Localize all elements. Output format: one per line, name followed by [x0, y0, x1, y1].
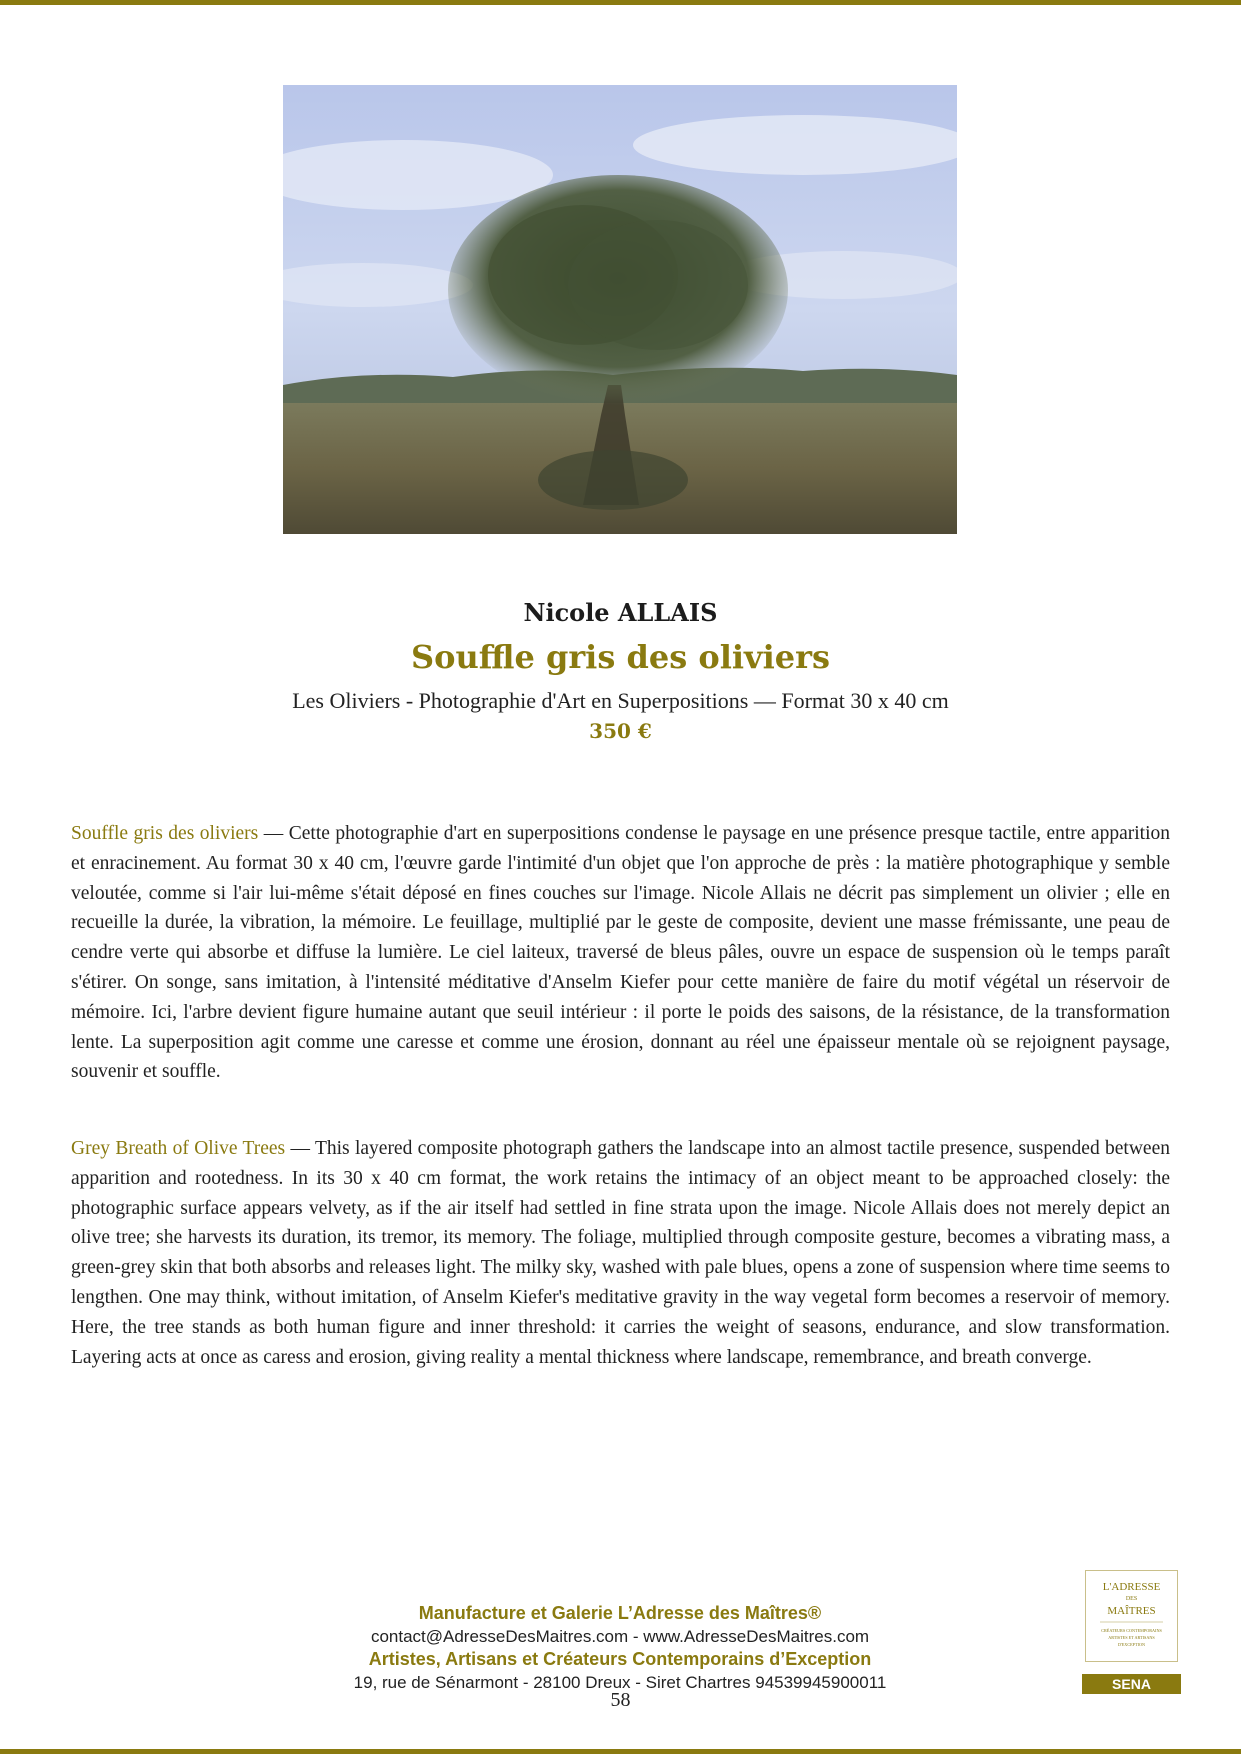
gallery-seal-logo	[1085, 1570, 1178, 1662]
seal-line-6: D'EXCEPTION	[1117, 1642, 1146, 1647]
artwork-price: 350 €	[589, 719, 652, 743]
description-english-lead: Grey Breath of Olive Trees	[71, 1138, 286, 1159]
artist-name: Nicole ALLAIS	[523, 598, 718, 627]
footer-address: 19, rue de Sénarmont - 28100 Dreux - Siret Chartres 94539945900011	[353, 1673, 887, 1692]
seal-line-1: L'ADRESSE	[1102, 1581, 1161, 1593]
seal-line-2: DES	[1125, 1596, 1138, 1602]
artwork-photograph	[283, 85, 957, 534]
page-number: 58	[610, 1689, 631, 1711]
seal-line-4: CRÉATEURS CONTEMPORAINS	[1101, 1628, 1162, 1633]
seal-line-5: ARTISTES ET ARTISANS	[1108, 1635, 1155, 1640]
description-french	[71, 819, 1170, 1087]
bottom-rule	[0, 1749, 1241, 1754]
seal-line-3: MAÎTRES	[1107, 1605, 1156, 1617]
footer-company: Manufacture et Galerie L’Adresse des Maîtres®	[418, 1603, 822, 1623]
artwork-subtitle: Les Oliviers - Photographie d'Art en Superpositions — Format 30 x 40 cm	[292, 688, 949, 713]
description-english	[71, 1134, 1170, 1372]
description-french-lead: Souffle gris des oliviers	[71, 823, 259, 844]
description-french-text: — Cette photographie d'art en superpositions condense le paysage en une présence presque tactile, entre apparition et enracinement. Au format 30 x 40 cm, l'œuvre garde l'intimité d'un objet que l'on approche de près : la matière photographique y semble veloutée, comme si l'air lui-même s'était déposé en fines couches sur l'image. Nicole Allais ne décrit pas simplement un olivier ; elle en recueille la durée, la vibration, la mémoire. Le feuillage, multiplié par le geste de composite, devient une masse frémissante, une peau de cendre verte qui absorbe et diffuse la lumière. Le ciel laiteux, traversé de bleus pâles, ouvre un espace de suspension où le temps paraît s'étirer. On songe, sans imitation, à l'intensité méditative d'Anselm Kiefer pour cette manière de faire du motif végétal un réservoir de mémoire. Ici, l'arbre devient figure humaine autant que seuil intérieur : il porte le poids des saisons, de la résistance, de la transformation lente. La superposition agit comme une caresse et comme une érosion, donnant au réel une épaisseur mentale où se rejoignent paysage, souvenir et souffle.	[71, 823, 1170, 1083]
artwork-title: Souffle gris des oliviers	[410, 638, 831, 676]
footer-contact: contact@AdresseDesMaitres.com - www.AdresseDesMaitres.com	[370, 1627, 870, 1646]
description-english-text: — This layered composite photograph gathers the landscape into an almost tactile presence, suspended between apparition and rootedness. In its 30 x 40 cm format, the work retains the intimacy of an object meant to be approached closely: the photographic surface appears velvety, as if the air itself had settled in fine strata upon the image. Nicole Allais does not merely depict an olive tree; she harvests its duration, its tremor, its memory. The foliage, multiplied through composite gesture, becomes a vibrating mass, a green-grey skin that both absorbs and releases light. The milky sky, washed with pale blues, opens a zone of suspension where time seems to lengthen. One may think, without imitation, of Anselm Kiefer's meditative gravity in the way vegetal form becomes a reservoir of memory. Here, the tree stands as both human figure and inner threshold: it carries the weight of seasons, endurance, and slow transformation. Layering acts at once as caress and erosion, giving reality a mental thickness where landscape, remembrance, and breath converge.	[71, 1138, 1170, 1368]
footer-tagline: Artistes, Artisans et Créateurs Contemporains d’Exception	[368, 1649, 872, 1669]
sena-badge: SENA	[1082, 1674, 1181, 1694]
footer	[290, 1602, 950, 1694]
top-rule	[0, 0, 1241, 5]
